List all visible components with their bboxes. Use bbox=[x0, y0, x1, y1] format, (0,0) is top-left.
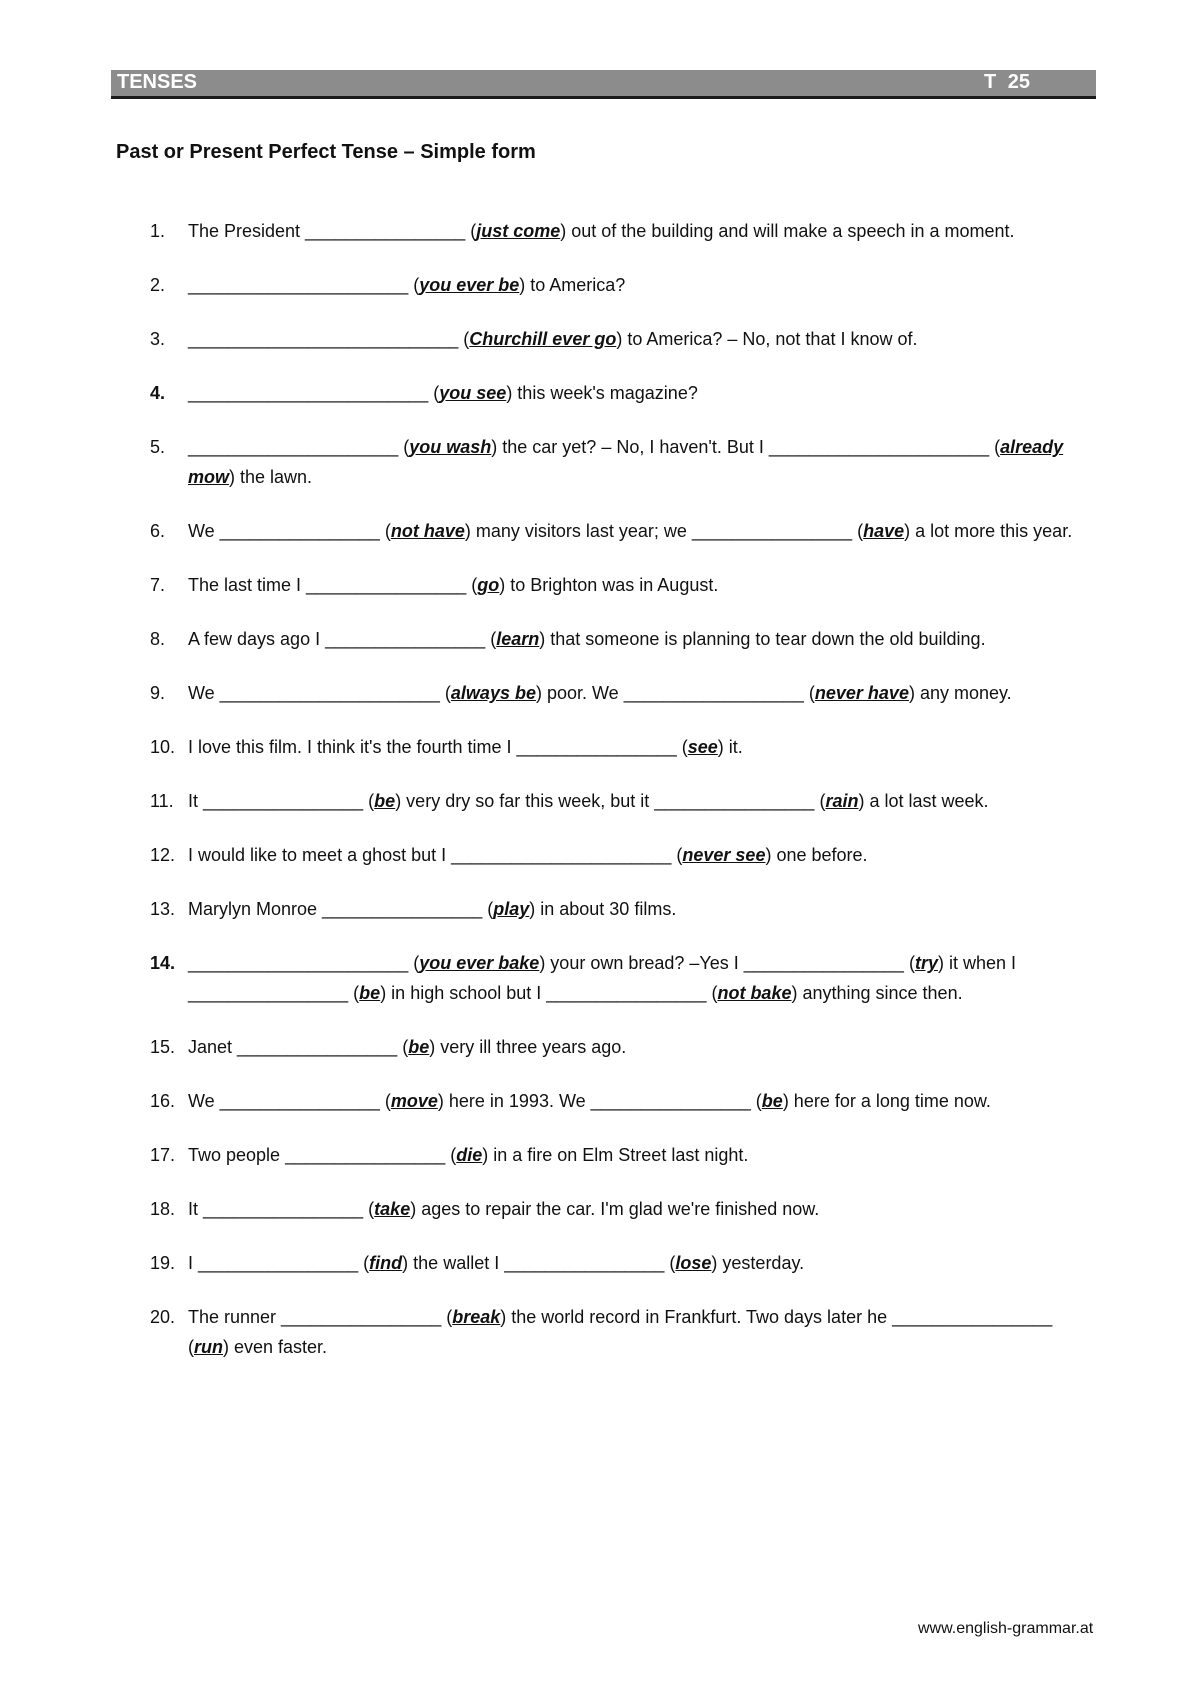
sentence-fragment: ) a lot last week. bbox=[858, 791, 989, 811]
item-text bbox=[188, 1253, 804, 1273]
item-number: 3. bbox=[150, 329, 166, 349]
sentence-fragment: ) out of the building and will make a speech in a moment. bbox=[560, 221, 1015, 241]
verb-hint: be bbox=[374, 791, 396, 811]
exercise-item bbox=[150, 732, 1095, 762]
item-number: 13. bbox=[150, 899, 176, 919]
sentence-fragment: ) it when I ________________ ( bbox=[188, 953, 1016, 1003]
item-number: 7. bbox=[150, 575, 166, 595]
sentence-fragment: ______________________ ( bbox=[188, 953, 420, 973]
exercise-item bbox=[150, 678, 1095, 708]
item-text bbox=[188, 1307, 1052, 1357]
sentence-fragment: I ________________ ( bbox=[188, 1253, 370, 1273]
item-text bbox=[188, 953, 1016, 1003]
verb-hint: just come bbox=[476, 221, 561, 241]
sentence-fragment: ) anything since then. bbox=[791, 983, 963, 1003]
verb-hint: lose bbox=[675, 1253, 712, 1273]
item-number: 1. bbox=[150, 221, 166, 241]
sentence-fragment: I would like to meet a ghost but I ______________________ ( bbox=[188, 845, 683, 865]
item-text bbox=[188, 221, 1015, 241]
sentence-fragment: ) the world record in Frankfurt. Two days later he ________________ ( bbox=[188, 1307, 1053, 1357]
exercise-item bbox=[150, 516, 1095, 546]
sentence-fragment: ) one before. bbox=[765, 845, 868, 865]
sentence-fragment: ) it. bbox=[717, 737, 743, 757]
header-topic: TENSES bbox=[117, 71, 198, 93]
exercise-item bbox=[150, 324, 1095, 354]
item-number: 10. bbox=[150, 737, 176, 757]
verb-hint: never have bbox=[814, 683, 909, 703]
sentence-fragment: We ______________________ ( bbox=[188, 683, 451, 703]
footer-url: www.english-grammar.at bbox=[918, 1620, 1094, 1637]
sentence-fragment: ) in high school but I ________________ ( bbox=[380, 983, 718, 1003]
item-text bbox=[188, 437, 1063, 487]
exercise-item bbox=[150, 1302, 1095, 1362]
sentence-fragment: ) the wallet I ________________ ( bbox=[402, 1253, 676, 1273]
item-text bbox=[188, 791, 989, 811]
exercise-item bbox=[150, 1032, 1095, 1062]
sentence-fragment: ) to America? – No, not that I know of. bbox=[616, 329, 918, 349]
verb-hint: learn bbox=[496, 629, 540, 649]
header-code: T 25 bbox=[984, 71, 1031, 93]
item-text bbox=[188, 845, 868, 865]
sentence-fragment: ) to Brighton was in August. bbox=[499, 575, 719, 595]
sentence-fragment: ) ages to repair the car. I'm glad we're finished now. bbox=[410, 1199, 820, 1219]
exercise-item bbox=[150, 840, 1095, 870]
item-number: 16. bbox=[150, 1091, 176, 1111]
page-title: Past or Present Perfect Tense – Simple form bbox=[116, 141, 536, 163]
header-bar bbox=[111, 70, 1096, 99]
verb-hint: rain bbox=[825, 791, 859, 811]
item-number: 14. bbox=[150, 953, 176, 973]
exercise-item bbox=[150, 786, 1095, 816]
sentence-fragment: ________________________ ( bbox=[188, 383, 440, 403]
verb-hint: you ever be bbox=[419, 275, 520, 295]
item-text bbox=[188, 899, 676, 919]
verb-hint: Churchill ever go bbox=[469, 329, 617, 349]
sentence-fragment: We ________________ ( bbox=[188, 1091, 391, 1111]
item-text bbox=[188, 1145, 748, 1165]
verb-hint: play bbox=[493, 899, 530, 919]
item-number: 2. bbox=[150, 275, 166, 295]
item-number: 17. bbox=[150, 1145, 176, 1165]
verb-hint: try bbox=[914, 953, 938, 973]
sentence-fragment: ) very ill three years ago. bbox=[429, 1037, 627, 1057]
item-text bbox=[188, 1091, 991, 1111]
sentence-fragment: Marylyn Monroe ________________ ( bbox=[188, 899, 494, 919]
exercise-item bbox=[150, 1140, 1095, 1170]
item-text bbox=[188, 383, 698, 403]
item-number: 4. bbox=[150, 383, 166, 403]
sentence-fragment: ) here for a long time now. bbox=[782, 1091, 991, 1111]
sentence-fragment: ) in about 30 films. bbox=[529, 899, 677, 919]
sentence-fragment: ___________________________ ( bbox=[188, 329, 470, 349]
sentence-fragment: ) the lawn. bbox=[229, 467, 313, 487]
verb-hint: move bbox=[390, 1091, 438, 1111]
sentence-fragment: ) a lot more this year. bbox=[904, 521, 1073, 541]
item-text bbox=[188, 629, 986, 649]
sentence-fragment: ) even faster. bbox=[223, 1337, 328, 1357]
verb-hint: always be bbox=[450, 683, 536, 703]
item-number: 19. bbox=[150, 1253, 176, 1273]
verb-hint: die bbox=[456, 1145, 483, 1165]
exercise-item bbox=[150, 432, 1095, 492]
exercise-item bbox=[150, 1086, 1095, 1116]
item-text bbox=[188, 521, 1072, 541]
item-number: 5. bbox=[150, 437, 166, 457]
item-number: 9. bbox=[150, 683, 166, 703]
item-text bbox=[188, 737, 743, 757]
sentence-fragment: It ________________ ( bbox=[188, 791, 375, 811]
verb-hint: have bbox=[863, 521, 905, 541]
verb-hint: not have bbox=[390, 521, 465, 541]
exercise-item bbox=[150, 216, 1095, 246]
sentence-fragment: ______________________ ( bbox=[188, 275, 420, 295]
item-text bbox=[188, 1037, 626, 1057]
verb-hint: be bbox=[359, 983, 381, 1003]
sentence-fragment: ) poor. We __________________ ( bbox=[535, 683, 815, 703]
verb-hint: already mow bbox=[188, 437, 1064, 487]
verb-hint: be bbox=[408, 1037, 430, 1057]
sentence-fragment: The last time I ________________ ( bbox=[188, 575, 478, 595]
sentence-fragment: ) yesterday. bbox=[711, 1253, 805, 1273]
verb-hint: go bbox=[477, 575, 500, 595]
item-number: 18. bbox=[150, 1199, 176, 1219]
exercise-item bbox=[150, 624, 1095, 654]
verb-hint: you ever bake bbox=[419, 953, 540, 973]
verb-hint: not bake bbox=[717, 983, 792, 1003]
exercise-item bbox=[150, 894, 1095, 924]
verb-hint: you see bbox=[439, 383, 507, 403]
exercise-list bbox=[150, 216, 1095, 1386]
sentence-fragment: ) many visitors last year; we ________________ ( bbox=[464, 521, 864, 541]
sentence-fragment: _____________________ ( bbox=[188, 437, 410, 457]
exercise-item bbox=[150, 1248, 1095, 1278]
item-number: 20. bbox=[150, 1307, 176, 1327]
item-number: 11. bbox=[150, 791, 174, 811]
item-number: 15. bbox=[150, 1037, 176, 1057]
sentence-fragment: I love this film. I think it's the fourth time I ________________ ( bbox=[188, 737, 688, 757]
item-number: 8. bbox=[150, 629, 166, 649]
sentence-fragment: Two people ________________ ( bbox=[188, 1145, 457, 1165]
sentence-fragment: ) to America? bbox=[519, 275, 626, 295]
exercise-item bbox=[150, 378, 1095, 408]
sentence-fragment: Janet ________________ ( bbox=[188, 1037, 409, 1057]
item-text bbox=[188, 275, 625, 295]
sentence-fragment: The President ________________ ( bbox=[188, 221, 477, 241]
verb-hint: never see bbox=[682, 845, 766, 865]
verb-hint: find bbox=[369, 1253, 403, 1273]
item-text bbox=[188, 329, 918, 349]
sentence-fragment: ) here in 1993. We ________________ ( bbox=[437, 1091, 762, 1111]
sentence-fragment: The runner ________________ ( bbox=[188, 1307, 453, 1327]
sentence-fragment: ) the car yet? – No, I haven't. But I ______________________ ( bbox=[491, 437, 1001, 457]
item-text bbox=[188, 683, 1012, 703]
item-number: 12. bbox=[150, 845, 176, 865]
sentence-fragment: A few days ago I ________________ ( bbox=[188, 629, 497, 649]
sentence-fragment: It ________________ ( bbox=[188, 1199, 375, 1219]
exercise-item bbox=[150, 270, 1095, 300]
verb-hint: run bbox=[194, 1337, 223, 1357]
verb-hint: you wash bbox=[409, 437, 492, 457]
sentence-fragment: ) your own bread? –Yes I ________________ ( bbox=[539, 953, 915, 973]
sentence-fragment: ) very dry so far this week, but it ________________ ( bbox=[395, 791, 826, 811]
exercise-item bbox=[150, 1194, 1095, 1224]
verb-hint: take bbox=[374, 1199, 411, 1219]
item-number: 6. bbox=[150, 521, 166, 541]
exercise-item bbox=[150, 570, 1095, 600]
sentence-fragment: ) that someone is planning to tear down the old building. bbox=[539, 629, 986, 649]
sentence-fragment: We ________________ ( bbox=[188, 521, 391, 541]
item-text bbox=[188, 1199, 819, 1219]
verb-hint: see bbox=[687, 737, 718, 757]
sentence-fragment: ) any money. bbox=[908, 683, 1012, 703]
verb-hint: break bbox=[452, 1307, 501, 1327]
verb-hint: be bbox=[761, 1091, 783, 1111]
sentence-fragment: ) in a fire on Elm Street last night. bbox=[482, 1145, 749, 1165]
sentence-fragment: ) this week's magazine? bbox=[506, 383, 698, 403]
item-text bbox=[188, 575, 718, 595]
exercise-item bbox=[150, 948, 1095, 1008]
